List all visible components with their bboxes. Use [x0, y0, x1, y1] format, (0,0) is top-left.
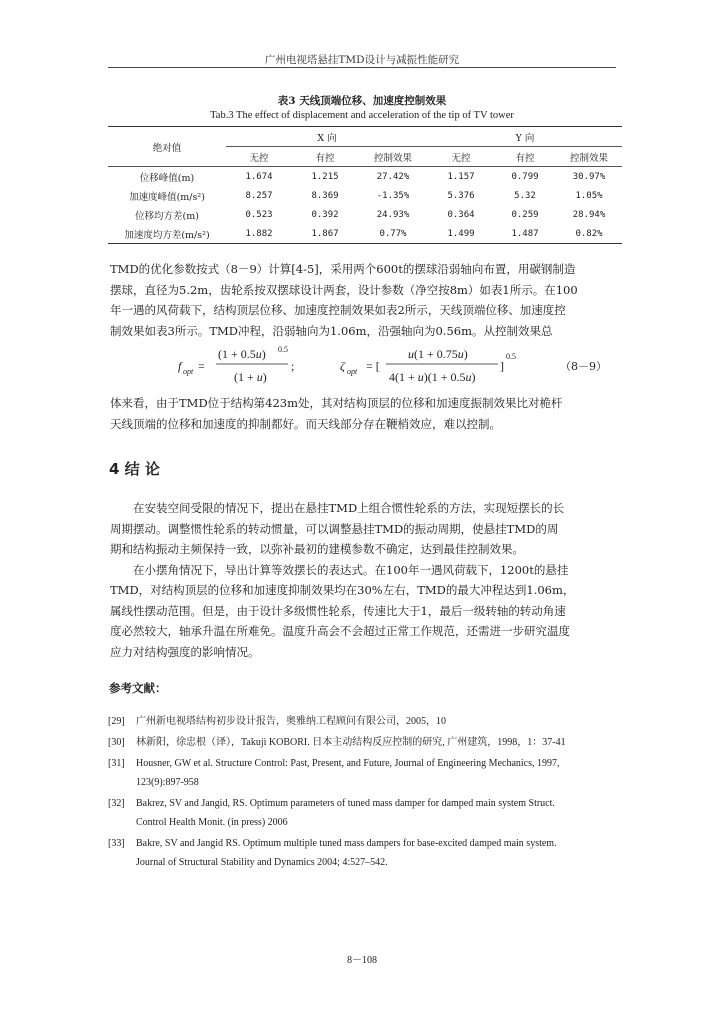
table-cell: 0.364 [447, 209, 475, 220]
body-paragraph-2 [110, 393, 620, 434]
reference-text: Control Health Monit. (in press) 2006 [136, 817, 288, 828]
text-line: 在安装空间受限的情况下，提出在悬挂TMD上组合惯性轮系的方法，实现短摆长的长 [110, 501, 565, 515]
reference-text: Housner, GW et al. Structure Control: Past, Present, and Future, Journal of Engineering Mechanics, 1997, [136, 758, 560, 769]
text-line: TMD，对结构顶层的位移和加速度抑制效果均在30%左右，TMD的最大冲程达到1.06m， [110, 583, 575, 597]
row-label: 加速度均方差(m/s²) [108, 224, 226, 244]
results-table [108, 126, 622, 244]
reference-text: Journal of Structural Stability and Dynamics 2004; 4:527–542. [136, 857, 388, 868]
formula-number: （8－9） [560, 360, 607, 373]
reference-text: 123(9):897-958 [136, 777, 199, 788]
text-line: 体来看，由于TMD位于结构第423m处，其对结构顶层的位移和加速度振制效果比对桅杆 [110, 396, 563, 410]
table-row [108, 186, 622, 205]
text-line: 摆球，直径为5.2m，齿轮系按双摆球设计两套，设计参数（净空按8m）如表1所示。在100 [110, 282, 578, 297]
table-cell: 1.487 [494, 224, 556, 244]
svg-text:(1 + 0.5u): (1 + 0.5u) [218, 347, 266, 361]
svg-text:0.5: 0.5 [278, 345, 288, 354]
row-label: 位移均方差(m) [135, 210, 199, 222]
body-paragraph-1 [110, 259, 620, 341]
svg-text:(1 + u): (1 + u) [234, 370, 267, 384]
sub-header: 有控 [315, 152, 335, 164]
table-cell: 5.376 [447, 190, 475, 201]
reference-number: [29] [108, 716, 125, 727]
text-line: 天线顶端的位移和加速度的抑制都好。而天线部分存在鞭梢效应，难以控制。 [110, 416, 501, 431]
conclusion-paragraphs [110, 498, 620, 662]
table-cell: 27.42% [358, 167, 428, 187]
reference-number: [31] [108, 758, 125, 769]
references-heading: 参考文献： [109, 681, 167, 695]
sub-header: 有控 [515, 152, 535, 164]
sub-header: 控制效果 [569, 152, 608, 164]
table-cell: 0.259 [511, 209, 539, 220]
text-line: TMD的优化参数按式（8－9）计算[4-5]，采用两个600t的摆球沿弱轴向布置，用碳钢制造 [110, 262, 576, 276]
text-line: 周期摆动。调整惯性轮系的转动惯量，可以调整悬挂TMD的振动周期，使悬挂TMD的周 [110, 521, 559, 536]
svg-text:4(1 + u)(1 + 0.5u): 4(1 + u)(1 + 0.5u) [389, 370, 476, 384]
table-row [108, 167, 622, 187]
table-cell: 8.369 [311, 190, 339, 201]
table-cell: 0.392 [311, 209, 339, 220]
text-line: 制效果如表3所示。TMD冲程，沿弱轴向为1.06m，沿强轴向为0.56m。从控制效果总 [110, 323, 553, 338]
svg-text:opt: opt [347, 367, 358, 376]
text-line: 在小摆角情况下，导出计算等效摆长的表达式。在100年一遇风荷载下，1200t的悬挂 [110, 562, 569, 577]
svg-text:u(1 + 0.75u): u(1 + 0.75u) [408, 347, 468, 361]
text-line: 度必然较大，轴承升温在所难免。温度升高会不会超过正常工作规范，还需进一步研究温度 [110, 624, 570, 638]
svg-text:;: ; [291, 359, 295, 373]
table-caption-cn: 表3 天线顶端位移、加速度控制效果 [277, 95, 447, 107]
table-cell: 5.32 [514, 190, 536, 201]
table-cell: 0.77% [358, 224, 428, 244]
row-label: 加速度峰值(m/s²) [129, 191, 205, 203]
svg-text:0.5: 0.5 [506, 352, 516, 361]
reference-text: Bakre, SV and Jangid RS. Optimum multiple tuned mass dampers for base-excited damped main system. [136, 838, 557, 849]
table-cell: 1.867 [292, 224, 358, 244]
table-cell: 1.674 [226, 167, 292, 187]
row-label: 位移峰值(m) [108, 167, 226, 187]
reference-text: Bakrez, SV and Jangid, RS. Optimum parameters of tuned mass damper for damped main system Struct. [136, 798, 555, 809]
table-cell: 1.05% [575, 190, 603, 201]
svg-text:f: f [178, 359, 182, 373]
reference-item [108, 733, 624, 752]
reference-number: [30] [108, 737, 125, 748]
sub-header: 无控 [451, 152, 471, 164]
header-rule [108, 67, 616, 68]
sub-header: 控制效果 [373, 152, 412, 164]
table-row [108, 205, 622, 224]
section-heading: 4 结 论 [109, 460, 160, 478]
reference-text: 广州新电视塔结构初步设计报告，奥雅纳工程顾问有限公司，2005，10 [136, 716, 446, 727]
text-line: 属线性摆动范围。但是，由于设计多级惯性轮系，传速比大于1，最后一级转轴的转动角速 [110, 603, 566, 618]
svg-text:]: ] [500, 359, 504, 373]
table-cell: 0.82% [556, 224, 622, 244]
table-cell: 1.215 [292, 167, 358, 187]
reference-number: [33] [108, 838, 125, 849]
table-cell: 28.94% [572, 209, 606, 220]
table-cell: 24.93% [376, 209, 410, 220]
group-header-y: Y 向 [428, 127, 622, 147]
group-header-x: X 向 [226, 127, 428, 147]
table-cell: 1.499 [428, 224, 494, 244]
table-cell: 30.97% [556, 167, 622, 187]
text-line: 期和结构振动主频保持一致，以弥补最初的建模参数不确定，达到最佳控制效果。 [110, 542, 524, 556]
reference-text: 林新阳，徐忠根（译），Takuji KOBORI. 日本主动结构反应控制的研究, 广州建筑，1998，1：37-41 [136, 737, 566, 748]
table-cell: 1.157 [428, 167, 494, 187]
svg-text:opt: opt [183, 367, 194, 376]
table-row-header: 绝对值 [108, 127, 226, 167]
sub-header: 无控 [249, 152, 269, 164]
text-line: 应力对结构强度的影响情况。 [110, 644, 260, 659]
table-cell: 8.257 [245, 190, 273, 201]
reference-number: [32] [108, 798, 125, 809]
table-row [108, 224, 622, 244]
running-header: 广州电视塔悬挂TMD设计与减振性能研究 [264, 54, 460, 66]
formula-8-9 [108, 343, 628, 387]
table-cell: -1.35% [376, 190, 410, 201]
table-cell: 0.523 [245, 209, 273, 220]
table-cell: 0.799 [494, 167, 556, 187]
table-caption-en: Tab.3 The effect of displacement and acceleration of the tip of TV tower [210, 110, 514, 121]
reference-item [108, 794, 624, 832]
svg-text:=: = [198, 359, 205, 373]
page-number: 8－108 [347, 955, 377, 966]
reference-item [108, 754, 624, 792]
reference-item [108, 712, 624, 731]
table-cell: 1.882 [226, 224, 292, 244]
svg-text:ζ: ζ [340, 359, 345, 373]
reference-list [108, 712, 624, 874]
reference-item [108, 834, 624, 872]
svg-text:= [: = [ [366, 359, 380, 373]
text-line: 年一遇的风荷载下，结构顶层位移、加速度控制效果如表2所示，天线顶端位移、加速度控 [110, 303, 566, 317]
